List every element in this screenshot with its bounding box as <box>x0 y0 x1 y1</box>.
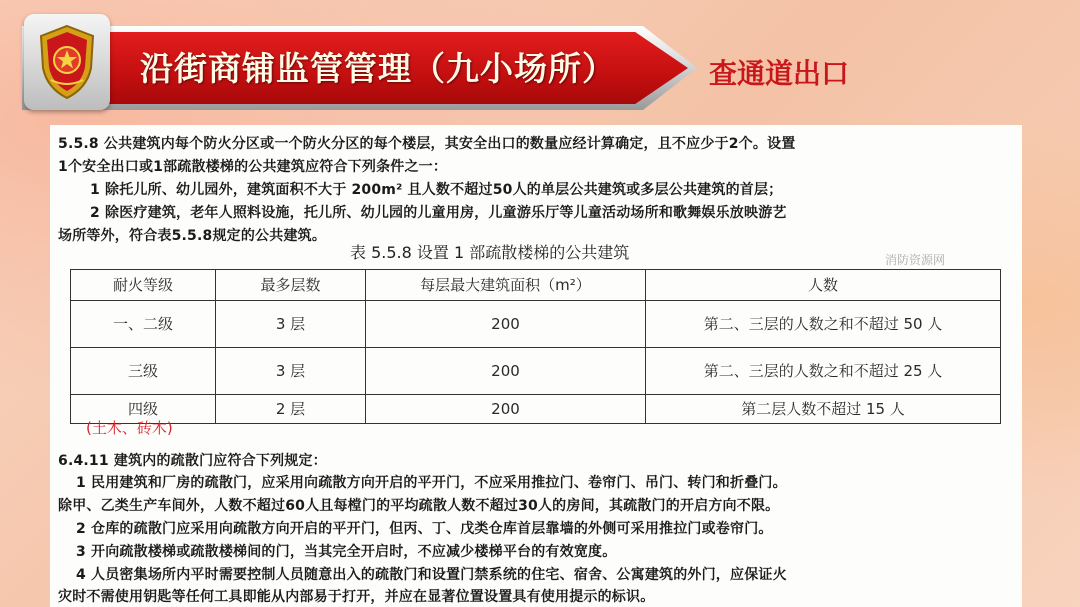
watermark: 消防资源网 <box>885 253 946 267</box>
clause-6411-line2: 1 民用建筑和厂房的疏散门，应采用向疏散方向开启的平开门，不应采用推拉门、卷帘门、吊门、转门和折叠门。 <box>76 475 787 491</box>
table-cell: 第二、三层的人数之和不超过 25 人 <box>646 348 1001 395</box>
table-cell: 200 <box>366 395 646 424</box>
clause-558-line5: 场所等外，符合表5.5.8规定的公共建筑。 <box>58 228 327 244</box>
table-cell: 一、二级 <box>71 301 216 348</box>
table-header-cell: 每层最大建筑面积（m²） <box>366 270 646 301</box>
construction-note: (土木、砖木) <box>86 419 173 437</box>
table-row <box>71 348 1001 395</box>
table-header-cell: 人数 <box>646 270 1001 301</box>
clause-558-line2: 1个安全出口或1部疏散楼梯的公共建筑应符合下列条件之一： <box>58 159 448 175</box>
table-header-cell: 耐火等级 <box>71 270 216 301</box>
clause-6411-line6: 4 人员密集场所内平时需要控制人员随意出入的疏散门和设置门禁系统的住宅、宿舍、公寓建筑的外门，应保证火 <box>76 567 787 583</box>
clause-558-line1: 5.5.8 公共建筑内每个防火分区或一个防火分区的每个楼层，其安全出口的数量应经计算确定，且不应少于2个。设置 <box>58 136 796 152</box>
clause-558-line4: 2 除医疗建筑，老年人照料设施，托儿所、幼儿园的儿童用房，儿童游乐厅等儿童活动场所和歌舞娱乐放映游艺 <box>90 205 787 221</box>
table-row <box>71 301 1001 348</box>
table-cell: 200 <box>366 301 646 348</box>
clause-6411-line1: 6.4.11 建筑内的疏散门应符合下列规定： <box>58 453 327 469</box>
stair-requirements-table <box>70 269 1001 424</box>
table-cell: 四级 <box>71 395 216 424</box>
table-title: 表 5.5.8 设置 1 部疏散楼梯的公共建筑 <box>350 243 630 262</box>
fire-rescue-emblem-icon <box>35 22 99 102</box>
table-cell: 第二层人数不超过 15 人 <box>646 395 1001 424</box>
clause-6411-line3: 除甲、乙类生产车间外，人数不超过60人且每樘门的平均疏散人数不超过30人的房间，其疏散门的开启方向不限。 <box>58 498 780 514</box>
table-cell: 2 层 <box>216 395 366 424</box>
table-row <box>71 395 1001 424</box>
table-header-cell: 最多层数 <box>216 270 366 301</box>
clause-6411-line5: 3 开向疏散楼梯或疏散楼梯间的门，当其完全开启时，不应减少楼梯平台的有效宽度。 <box>76 544 617 560</box>
table-cell: 3 层 <box>216 301 366 348</box>
table-cell: 第二、三层的人数之和不超过 50 人 <box>646 301 1001 348</box>
clause-6411-line7: 灾时不需使用钥匙等任何工具即能从内部易于打开，并应在显著位置设置具有使用提示的标识。 <box>58 589 655 605</box>
table-cell: 三级 <box>71 348 216 395</box>
table-cell: 200 <box>366 348 646 395</box>
clause-6411-line4: 2 仓库的疏散门应采用向疏散方向开启的平开门，但丙、丁、戊类仓库首层靠墙的外侧可采用推拉门或卷帘门。 <box>76 521 773 537</box>
header-banner <box>0 0 1080 130</box>
clause-558-line3: 1 除托儿所、幼儿园外，建筑面积不大于 200m² 且人数不超过50人的单层公共建筑或多层公共建筑的首层； <box>90 182 783 198</box>
banner-title: 沿街商铺监管管理（九小场所） <box>140 49 616 88</box>
table-cell: 3 层 <box>216 348 366 395</box>
section-heading: 查通道出口 <box>709 57 850 90</box>
table-header-row <box>71 270 1001 301</box>
